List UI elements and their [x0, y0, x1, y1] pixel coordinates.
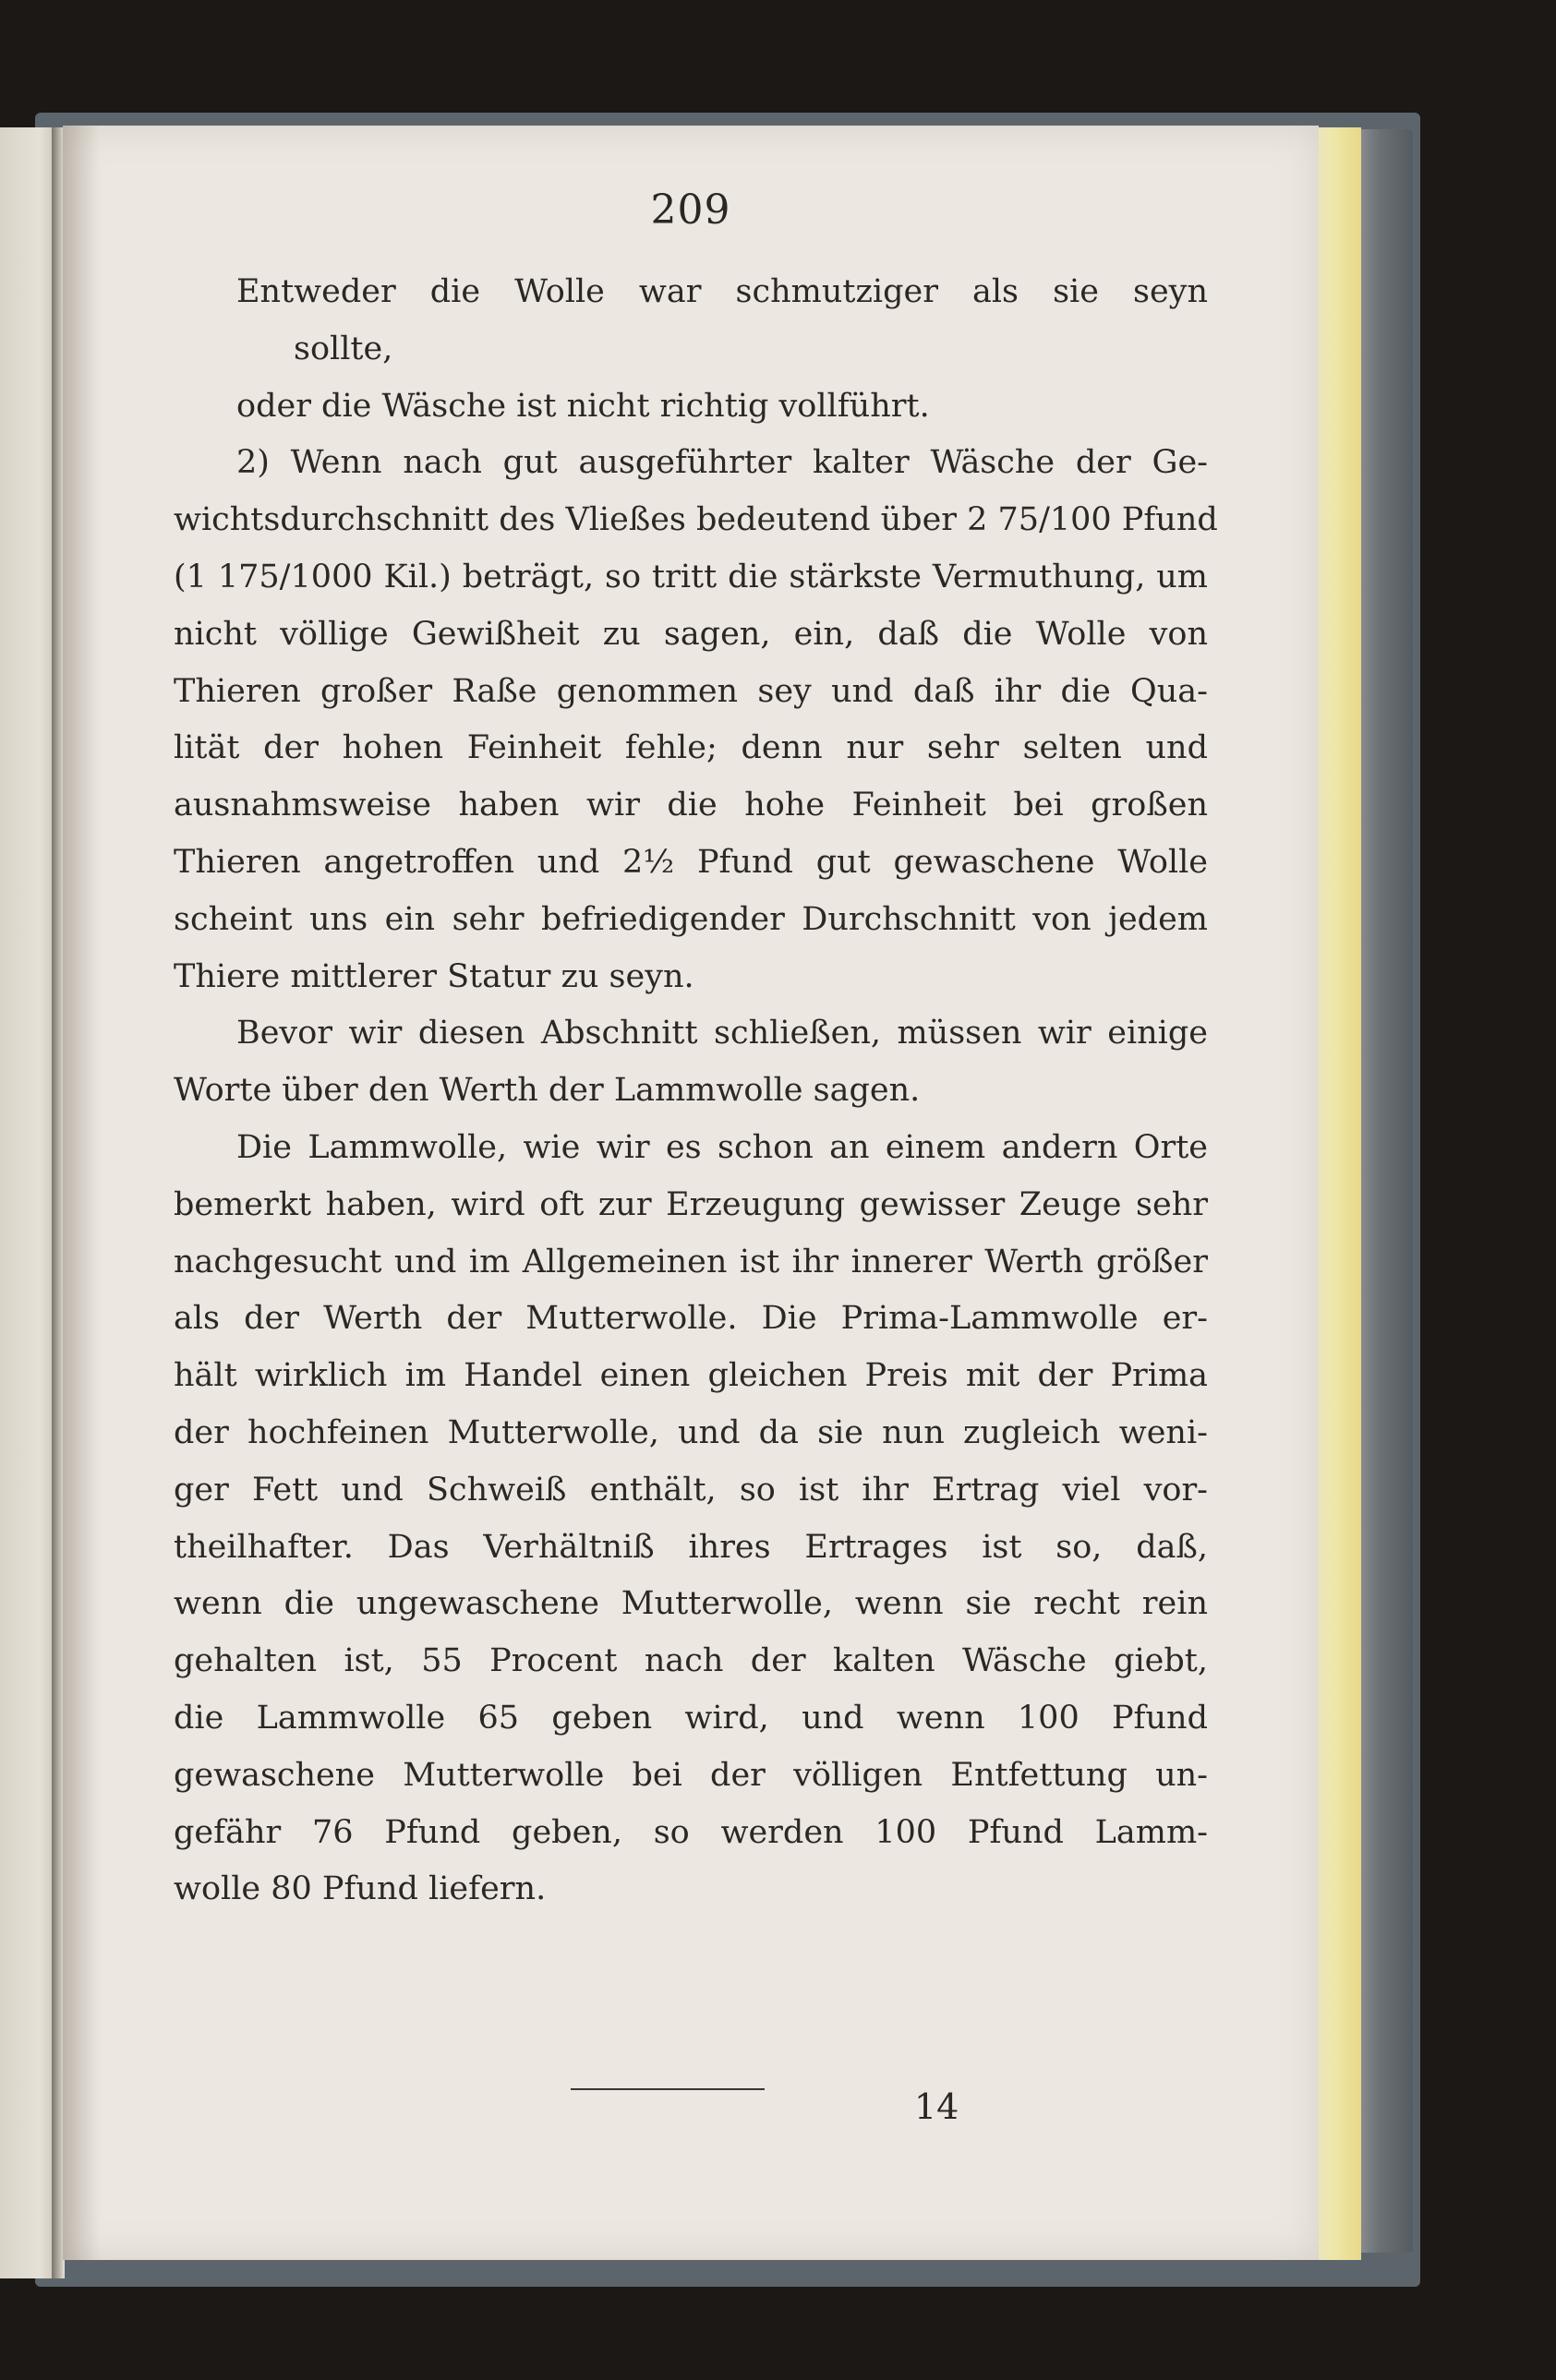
- text-line: nicht völlige Gewißheit zu sagen, ein, daß die Wolle von: [174, 615, 1208, 653]
- body-text: [174, 264, 1218, 1918]
- text-line: der hochfeinen Mutterwolle, und da sie nun zugleich weni-: [174, 1413, 1208, 1451]
- text-line: gehalten ist, 55 Procent nach der kalten Wäsche giebt,: [174, 1642, 1208, 1680]
- text-line: (1 175/1000 Kil.) beträgt, so tritt die stärkste Vermuthung, um: [174, 558, 1208, 595]
- text-line: theilhafter. Das Verhältniß ihres Ertrages ist so, daß,: [174, 1528, 1208, 1566]
- facing-page-edge: [0, 127, 57, 2278]
- text-line: wenn die ungewaschene Mutterwolle, wenn sie recht rein: [174, 1585, 1208, 1623]
- text-line: bemerkt haben, wird oft zur Erzeugung gewisser Zeuge sehr: [174, 1185, 1208, 1223]
- text-line: Bevor wir diesen Abschnitt schließen, müssen wir einige: [236, 1015, 1208, 1052]
- footer-rule: [571, 2088, 765, 2090]
- text-line: Entweder die Wolle war schmutziger als sie seyn: [236, 273, 1208, 310]
- text-line: Worte über den Werth der Lammwolle sagen.: [174, 1072, 921, 1110]
- text-line: scheint uns ein sehr befriedigender Durchschnitt von jedem: [174, 900, 1208, 938]
- text-line: Thieren angetroffen und 2½ Pfund gut gewaschene Wolle: [174, 843, 1208, 881]
- book-page: [63, 126, 1319, 2260]
- text-line: oder die Wäsche ist nicht richtig vollführt.: [236, 387, 930, 425]
- page-number: 209: [650, 186, 731, 234]
- text-line: 2) Wenn nach gut ausgeführter kalter Wäsche der Ge-: [236, 444, 1208, 482]
- text-line: gefähr 76 Pfund geben, so werden 100 Pfund Lamm-: [174, 1813, 1208, 1851]
- cover-edge: [1357, 129, 1413, 2253]
- text-line: Thiere mittlerer Statur zu seyn.: [174, 957, 694, 995]
- text-line: Die Lammwolle, wie wir es schon an einem andern Orte: [236, 1128, 1208, 1166]
- text-line: gewaschene Mutterwolle bei der völligen Entfettung un-: [174, 1756, 1208, 1794]
- text-line: ausnahmsweise haben wir die hohe Feinheit bei großen: [174, 787, 1208, 824]
- signature-mark: 14: [914, 2086, 959, 2127]
- text-line: Thieren großer Raße genommen sey und daß ihr die Qua-: [174, 672, 1208, 710]
- text-line: die Lammwolle 65 geben wird, und wenn 100 Pfund: [174, 1699, 1208, 1737]
- text-line: hält wirklich im Handel einen gleichen Preis mit der Prima: [174, 1357, 1208, 1395]
- text-line: nachgesucht und im Allgemeinen ist ihr innerer Werth größer: [174, 1243, 1208, 1280]
- text-line: wolle 80 Pfund liefern.: [174, 1870, 547, 1908]
- text-line: sollte,: [294, 330, 393, 367]
- text-line: als der Werth der Mutterwolle. Die Prima-Lammwolle er-: [174, 1300, 1208, 1338]
- text-line: ger Fett und Schweiß enthält, so ist ihr Ertrag viel vor-: [174, 1471, 1208, 1509]
- fold-shadow: [63, 126, 100, 2260]
- text-line: wichtsdurchschnitt des Vließes bedeutend über 2 75/100 Pfund: [174, 501, 1218, 539]
- text-line: lität der hohen Feinheit fehle; denn nur sehr selten und: [174, 729, 1208, 767]
